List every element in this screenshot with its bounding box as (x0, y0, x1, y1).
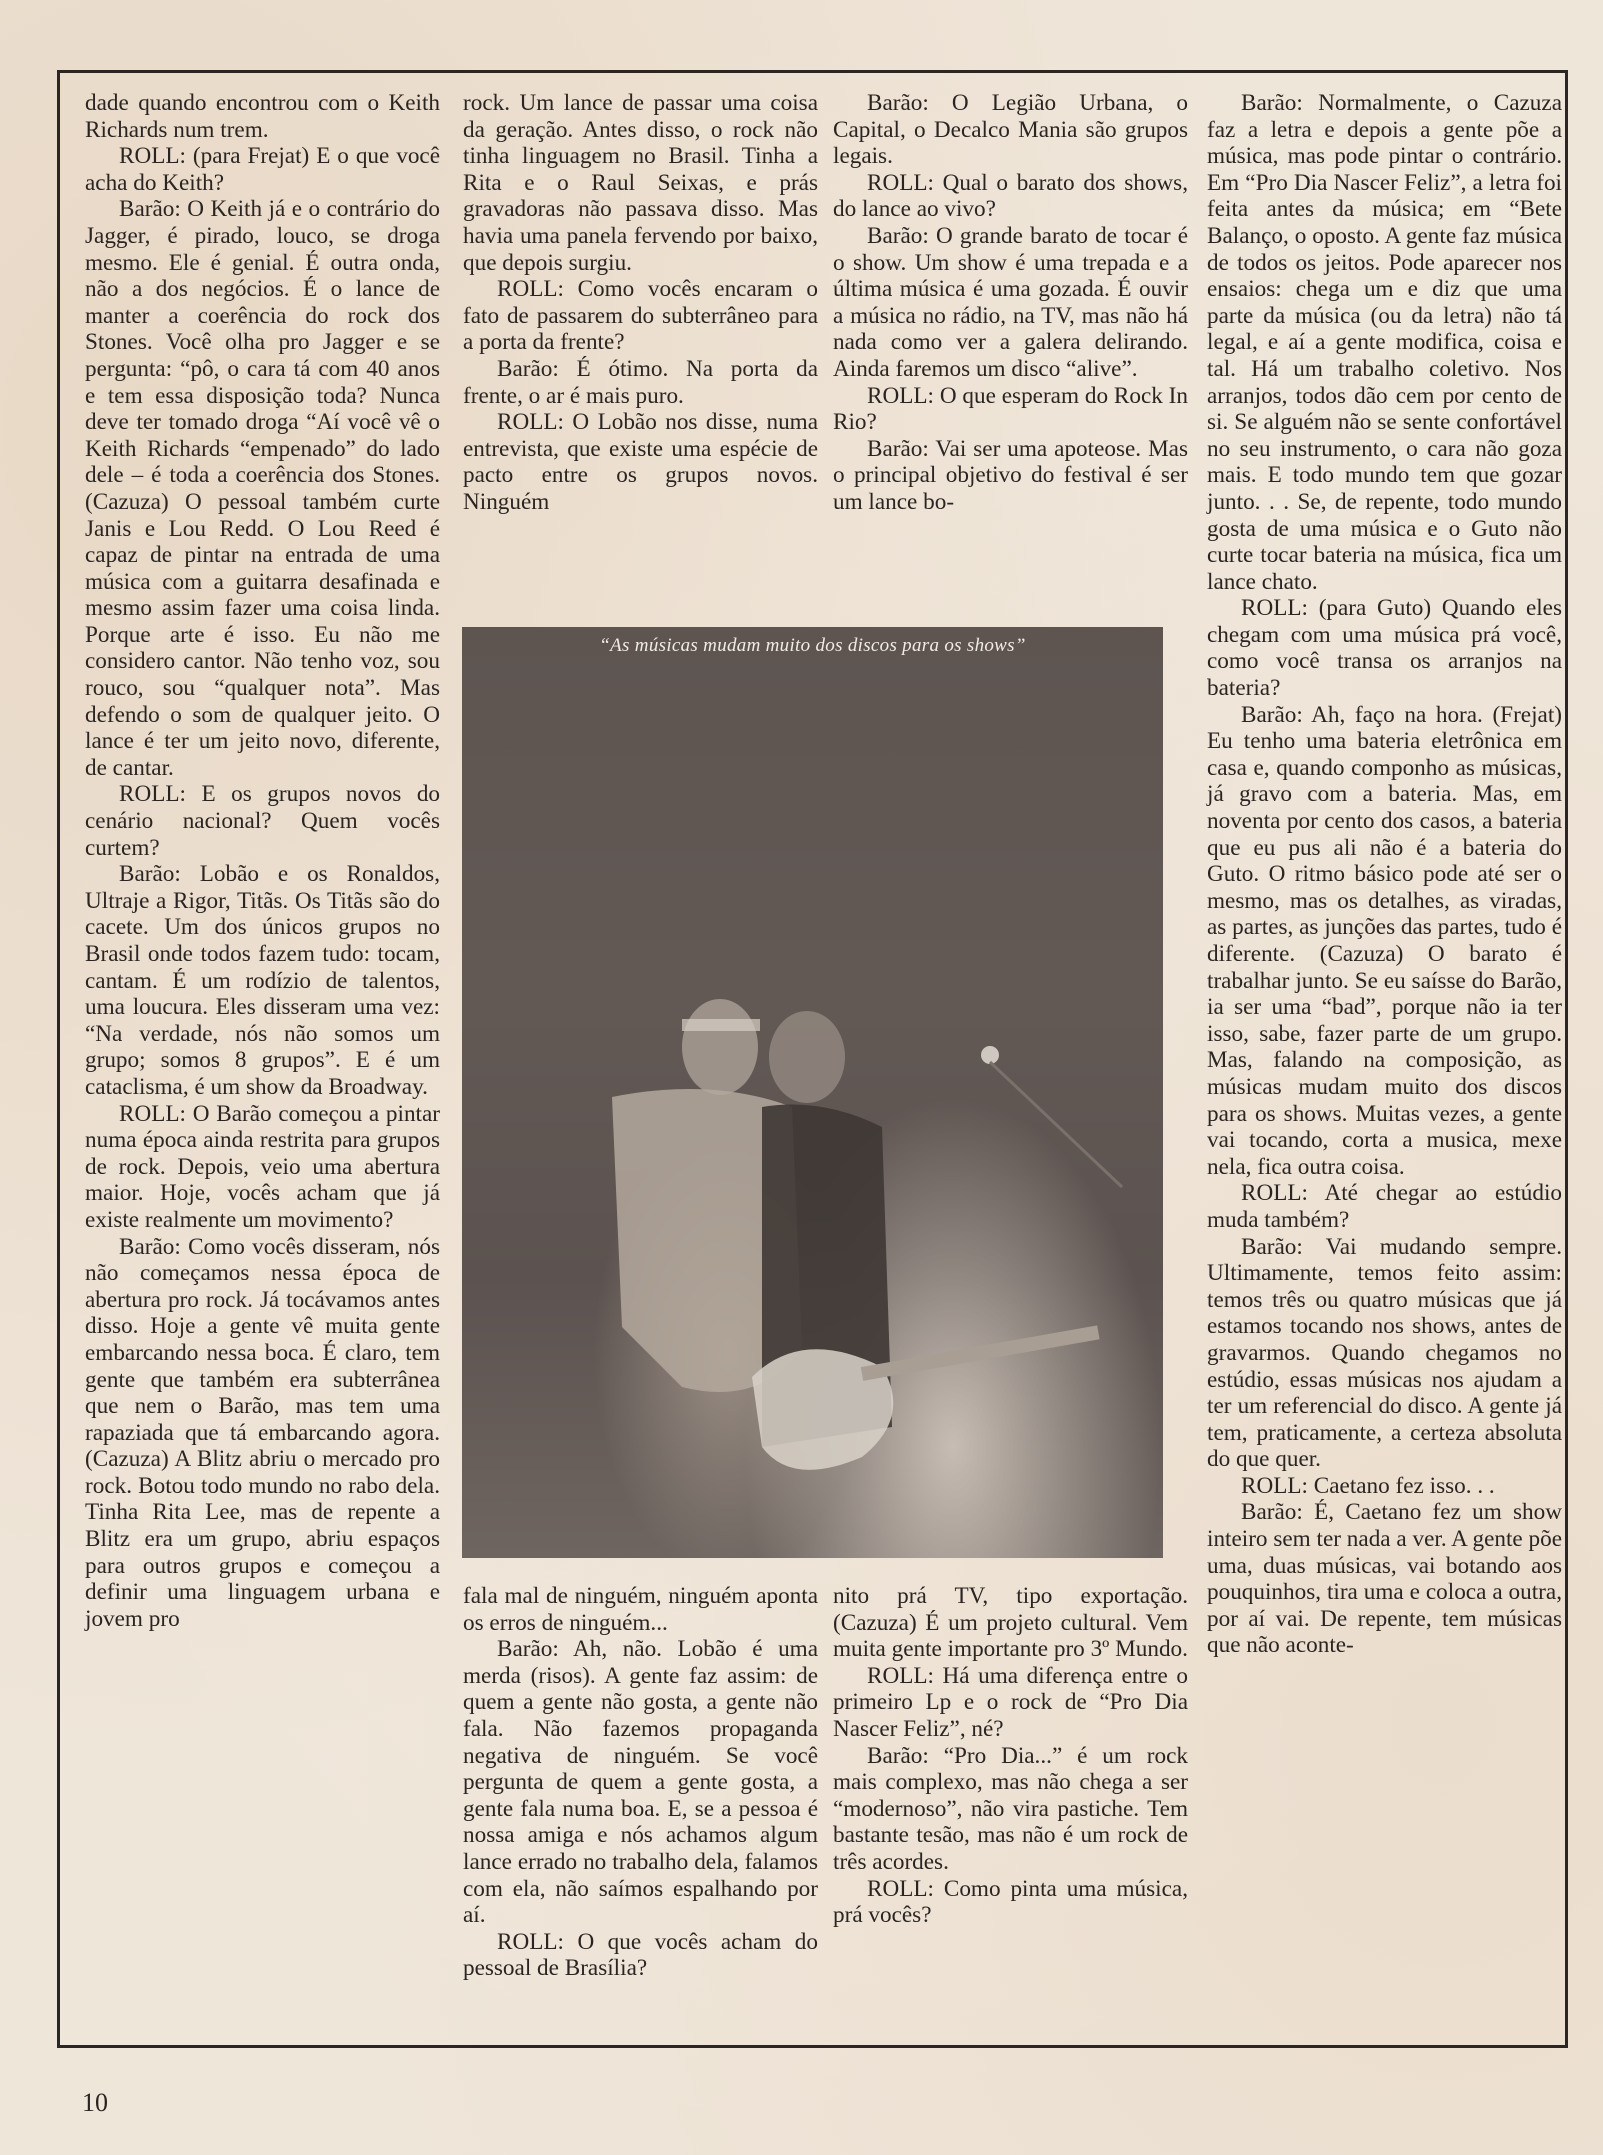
concert-photo (462, 627, 1163, 1558)
guitarist-head (769, 1011, 845, 1103)
paragraph: ROLL: O que esperam do Rock In Rio? (833, 382, 1188, 436)
paragraph: nito prá TV, tipo exportação. (Cazuza) É um projeto cultural. Vem muita gente importante pro 3º Mundo. (833, 1583, 1188, 1663)
paragraph: Barão: É ótimo. Na porta da frente, o ar é mais puro. (463, 355, 818, 409)
mic-stand (990, 1062, 1122, 1187)
paragraph: ROLL: Há uma diferença entre o primeiro Lp e o rock de “Pro Dia Nascer Feliz”, né? (833, 1662, 1188, 1742)
paragraph: ROLL: Como vocês encaram o fato de passarem do subterrâneo para a porta da frente? (463, 276, 818, 356)
paragraph: ROLL: E os grupos novos do cenário nacional? Quem vocês curtem? (85, 781, 440, 861)
text-column-3-bottom (833, 1583, 1188, 1929)
paragraph: ROLL: Até chegar ao estúdio muda também? (1207, 1180, 1562, 1233)
paragraph: Barão: Lobão e os Ronaldos, Ultraje a Rigor, Titãs. Os Titãs são do cacete. Um dos únicos grupos no Brasil onde todos fazem tudo: tocam, cantam. É um rodízio de talentos, uma loucura. Eles disseram uma vez: “Na verdade, nós não somos um grupo; somos 8 grupos”. E é um cataclisma, é um show da Broadway. (85, 861, 440, 1100)
photo-caption: “As músicas mudam muito dos discos para os shows” (599, 635, 1026, 656)
page-number: 10 (82, 2088, 108, 2117)
text-column-4 (1207, 90, 1562, 1659)
photo-illustration (462, 627, 1163, 1558)
paragraph: Barão: Vai mudando sempre. Ultimamente, temos feito assim: temos três ou quatro músicas que já estamos tocando nos shows, antes de gravarmos. Quando chegamos no estúdio, essas músicas nos ajudam a ter um referencial do disco. A gente já tem, praticamente, a certeza absoluta do que quer. (1207, 1233, 1562, 1473)
paragraph: Barão: Ah, não. Lobão é uma merda (risos). A gente faz assim: de quem a gente não gosta, a gente não fala. Não fazemos propaganda negativa de ninguém. Se você pergunta de quem a gente gosta, a gente fala numa boa. E, se a pessoa é nossa amiga e nós achamos algum lance errado no trabalho dela, falamos com ela, não saímos espalhando por aí. (463, 1636, 818, 1929)
paragraph: ROLL: Como pinta uma música, prá vocês? (833, 1875, 1188, 1929)
paragraph: ROLL: (para Frejat) E o que você acha do Keith? (85, 143, 440, 196)
paragraph: ROLL: Qual o barato dos shows, do lance ao vivo? (833, 169, 1188, 223)
paragraph: Barão: O Legião Urbana, o Capital, o Decalco Mania são grupos legais. (833, 90, 1188, 170)
text-column-1 (85, 90, 440, 1632)
text-column-3-top (833, 90, 1188, 516)
paragraph: Barão: O grande barato de tocar é o show. Um show é uma trepada e a última música é uma gozada. É ouvir a música no rádio, na TV, mas não há nada como ver a galera delirando. Ainda faremos um disco “alive”. (833, 222, 1188, 382)
paragraph: Barão: Como vocês disseram, nós não começamos nessa época de abertura pro rock. Já tocávamos antes disso. Hoje a gente vê muita gente embarcando nessa boca. É claro, tem gente que também era subterrânea que nem o Barão, mas tem uma rapaziada que tá embarcando agora. (Cazuza) A Blitz abriu o mercado pro rock. Botou todo mundo no rabo dela. Tinha Rita Lee, mas de repente a Blitz era um grupo, abriu espaços para outros grupos e começou a definir uma linguagem urbana e jovem pro (85, 1233, 440, 1632)
text-column-2-bottom (463, 1583, 818, 1982)
paragraph: Barão: O Keith já e o contrário do Jagger, é pirado, louco, se droga mesmo. Ele é genial. É outra onda, não a dos negócios. É o lance de manter a coerência do rock dos Stones. Você olha pro Jagger e se pergunta: “pô, o cara tá com 40 anos e tem essa disposição toda? Nunca deve ter tomado droga “Aí você vê o Keith Richards “empenado” do lado dele – é toda a coerência dos Stones. (Cazuza) O pessoal também curte Janis e Lou Redd. O Lou Reed é capaz de pintar na entrada de uma música com a guitarra desafinada e mesmo assim fazer uma coisa linda. Porque arte é isso. Eu não me considero cantor. Não tenho voz, sou rouco, sou “qualquer nota”. Mas defendo o som de qualquer jeito. O lance é ter um jeito novo, diferente, de cantar. (85, 196, 440, 781)
paragraph: rock. Um lance de passar uma coisa da geração. Antes disso, o rock não tinha linguagem no Brasil. Tinha a Rita e o Raul Seixas, e prás gravadoras não passava disso. Mas havia uma panela fervendo por baixo, que depois surgiu. (463, 90, 818, 276)
paragraph: ROLL: O Lobão nos disse, numa entrevista, que existe uma espécie de pacto entre os grupos novos. Ninguém (463, 409, 818, 515)
paragraph: Barão: Ah, faço na hora. (Frejat) Eu tenho uma bateria eletrônica em casa e, quando componho as músicas, já gravo com a bateria. Mas, em noventa por cento dos casos, a bateria que eu pus ali não é a bateria do Guto. O ritmo básico pode até ser o mesmo, mas os detalhes, as viradas, as partes, as junções das partes, tudo é diferente. (Cazuza) O barato é trabalhar junto. Se eu saísse do Barão, ia ser uma “bad”, porque não ia ter isso, sabe, fazer parte de um grupo. Mas, falando na composição, as músicas mudam muito dos discos para os shows. Muitas vezes, a gente vai tocando, corta a musica, mexe nela, fica outra coisa. (1207, 701, 1562, 1180)
paragraph: ROLL: Caetano fez isso. . . (1241, 1472, 1495, 1499)
paragraph: ROLL: O Barão começou a pintar numa época ainda restrita para grupos de rock. Depois, veio uma abertura maior. Hoje, vocês acham que já existe realmente um movimento? (85, 1100, 440, 1233)
microphone (981, 1046, 999, 1064)
paragraph: fala mal de ninguém, ninguém aponta os erros de ninguém... (463, 1583, 818, 1636)
guitar-neck (861, 1325, 1100, 1380)
singer-headband (682, 1019, 760, 1031)
text-column-2-top (463, 90, 818, 516)
paragraph: ROLL: O que vocês acham do pessoal de Brasília? (463, 1928, 818, 1982)
paragraph: dade quando encontrou com o Keith Richards num trem. (85, 90, 440, 143)
paragraph: Barão: “Pro Dia...” é um rock mais complexo, mas não chega a ser “modernoso”, não vira pastiche. Tem bastante tesão, mas não é um rock de três acordes. (833, 1742, 1188, 1875)
paragraph: Barão: Vai ser uma apoteose. Mas o principal objetivo do festival é ser um lance bo- (833, 435, 1188, 515)
paragraph: Barão: Normalmente, o Cazuza faz a letra e depois a gente põe a música, mas pode pintar o contrário. Em “Pro Dia Nascer Feliz”, a letra foi feita antes da música; em “Bete Balanço, o oposto. A gente faz música de todos os jeitos. Pode aparecer nos ensaios: chega um e diz que uma parte da música (ou da letra) não tá legal, e aí a gente modifica, coisa e tal. Há um trabalho coletivo. Nos arranjos, todos dão cem por cento de si. Se alguém não se sente confortável no seu instrumento, o cara não goza mais. E todo mundo tem que gozar junto. . . Se, de repente, todo mundo gosta de uma música e o Guto não curte tocar bateria na música, fica um lance chato. (1207, 90, 1562, 595)
paragraph: Barão: É, Caetano fez um show inteiro sem ter nada a ver. A gente põe uma, duas músicas, vai botando aos pouquinhos, tira uma e coloca a outra, por aí vai. De repente, tem músicas que não aconte- (1207, 1499, 1562, 1659)
singer-head (682, 999, 758, 1095)
paragraph: ROLL: (para Guto) Quando eles chegam com uma música prá você, como você transa os arranjos na bateria? (1207, 595, 1562, 702)
